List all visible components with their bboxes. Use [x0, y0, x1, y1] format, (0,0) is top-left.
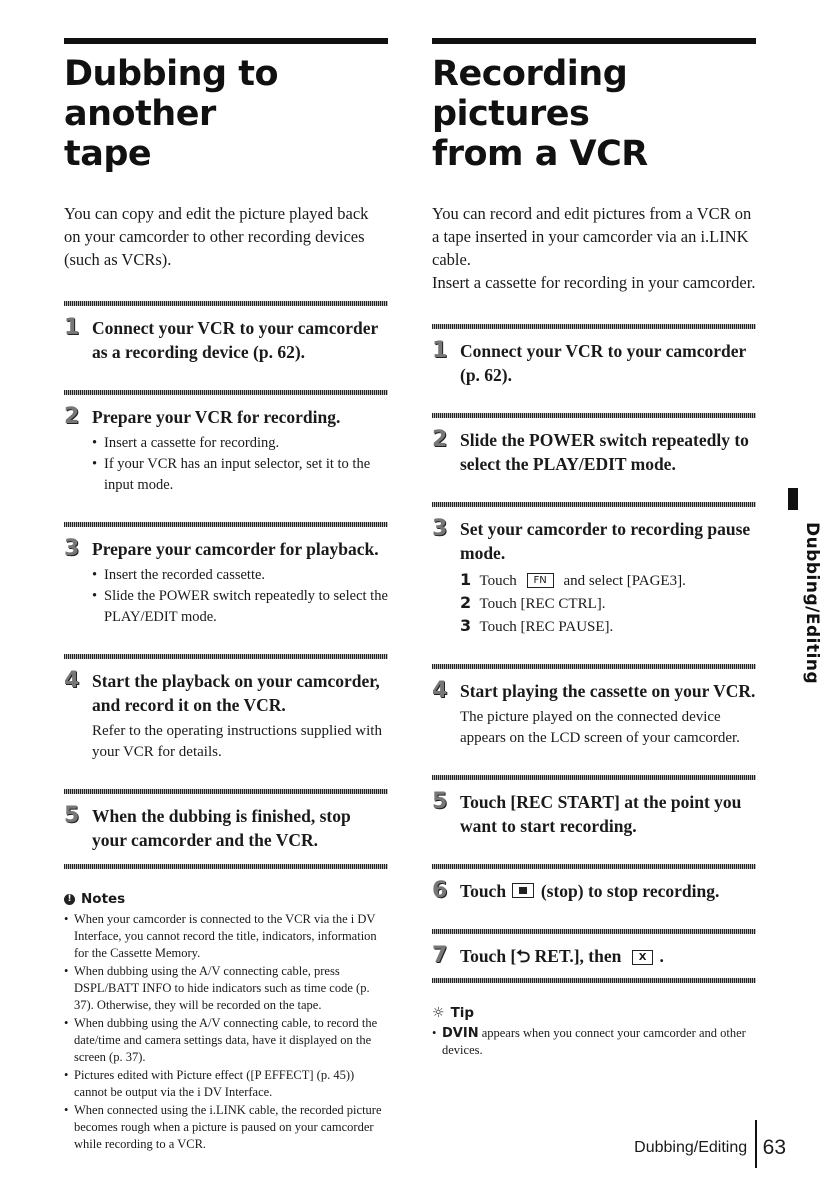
- step: [432, 944, 756, 968]
- notes-list: [64, 911, 388, 1153]
- step: [432, 790, 756, 838]
- stop-icon: [512, 883, 534, 898]
- step-divider: [432, 978, 756, 983]
- step: [64, 405, 388, 496]
- bullet-item: • Insert a cassette for recording.: [92, 433, 388, 454]
- lightbulb-icon: ☼: [432, 1005, 445, 1021]
- step-divider: [432, 324, 756, 329]
- close-button-icon: X: [632, 950, 654, 965]
- step-number: 3: [432, 516, 448, 541]
- step-number: 5: [64, 803, 80, 828]
- step-number: 2: [64, 404, 80, 429]
- step: [432, 428, 756, 476]
- bullet-item: • Insert the recorded cassette.: [92, 565, 388, 586]
- step: [432, 517, 756, 638]
- bullet-list: [92, 565, 388, 628]
- step-divider: [64, 522, 388, 527]
- step-title: Prepare your camcorder for playback.: [92, 539, 379, 559]
- notes-icon: !: [64, 894, 75, 905]
- note-item: • When connected using the i.LINK cable, the recorded picture becomes rough when a picture is paused on your camcorder while recording to a VCR.: [64, 1102, 388, 1153]
- title-rule: [432, 38, 756, 44]
- step-divider: [432, 664, 756, 669]
- step: [64, 316, 388, 364]
- note-item: • When dubbing using the A/V connecting cable, press DSPL/BATT INFO to hide indicators such as time code (p. 37). Otherwise, they will be recorded on the tape.: [64, 963, 388, 1014]
- step-body: The picture played on the connected device appears on the LCD screen of your camcorder.: [460, 709, 740, 746]
- step-divider: [432, 775, 756, 780]
- title-rule: [64, 38, 388, 44]
- step-title: Prepare your VCR for recording.: [92, 407, 341, 427]
- step-title: Slide the POWER switch repeatedly to select the PLAY/EDIT mode.: [460, 430, 749, 474]
- step-title: Touch (stop) to stop recording.: [460, 881, 720, 901]
- step: [64, 537, 388, 628]
- step: [64, 669, 388, 763]
- step-divider: [64, 789, 388, 794]
- step-title: Connect your VCR to your camcorder (p. 62).: [460, 341, 746, 385]
- substep-item: 3 Touch [REC PAUSE].: [460, 616, 614, 635]
- step-title: Connect your VCR to your camcorder as a recording device (p. 62).: [92, 318, 378, 362]
- substep-item: 2 Touch [REC CTRL].: [460, 593, 606, 612]
- tip-heading: ☼ Tip: [432, 1005, 475, 1021]
- step-number: 6: [432, 878, 448, 903]
- step-number: 2: [432, 427, 448, 452]
- tip-list: [432, 1025, 756, 1059]
- step-number: 3: [64, 536, 80, 561]
- substep-item: 1 Touch FN and select [PAGE3].: [460, 570, 686, 589]
- step-divider: [64, 654, 388, 659]
- intro: You can record and edit pictures from a VCR on a tape inserted in your camcorder via an i.LINK cable. Insert a cassette for recording in your camcorder.: [432, 204, 756, 292]
- step-number: 5: [432, 789, 448, 814]
- bullet-list: [92, 433, 388, 496]
- step-divider: [64, 864, 388, 869]
- section-title: Recording pictures from a VCR: [432, 54, 648, 174]
- step: [432, 339, 756, 387]
- substep-list: [460, 569, 756, 638]
- bullet-item: • Slide the POWER switch repeatedly to select the PLAY/EDIT mode.: [92, 586, 388, 628]
- step-title: Touch [REC START] at the point you want to start recording.: [460, 792, 742, 836]
- step-title: Start playing the cassette on your VCR.: [460, 681, 756, 701]
- chapter-tab-label: Dubbing/Editing: [802, 522, 822, 685]
- intro: You can copy and edit the picture played back on your camcorder to other recording devices (such as VCRs).: [64, 204, 369, 269]
- step-divider: [432, 929, 756, 934]
- step-title: Start the playback on your camcorder, and record it on the VCR.: [92, 671, 380, 715]
- step: [432, 679, 756, 749]
- step-divider: [432, 864, 756, 869]
- step-title: Set your camcorder to recording pause mode.: [460, 519, 751, 563]
- step-title: Touch [⮌ RET.], then X .: [460, 946, 664, 966]
- return-arrow-icon: ⮌: [516, 946, 531, 966]
- bullet-item: • If your VCR has an input selector, set it to the input mode.: [92, 454, 388, 496]
- footer-section: Dubbing/Editing: [634, 1139, 748, 1156]
- note-item: • When your camcorder is connected to the VCR via the i DV Interface, you cannot record the title, indicators, information for the Cassette Memory.: [64, 911, 388, 962]
- page-footer: [634, 1128, 786, 1168]
- left-column: [64, 38, 388, 1154]
- page-number: 63: [762, 1136, 786, 1159]
- dvin-indicator: DVIN: [442, 1026, 479, 1041]
- step-body: Refer to the operating instructions supplied with your VCR for details.: [92, 723, 382, 760]
- step: [432, 879, 756, 903]
- note-item: • When dubbing using the A/V connecting cable, to record the date/time and camera settings data, have it displayed on the screen (p. 37).: [64, 1015, 388, 1066]
- note-item: • Pictures edited with Picture effect ([P EFFECT] (p. 45)) cannot be output via the i DV Interface.: [64, 1067, 388, 1101]
- tip-item: • DVIN appears when you connect your camcorder and other devices.: [432, 1025, 756, 1059]
- notes-heading: ! Notes: [64, 891, 388, 907]
- section-title: Dubbing to another tape: [64, 54, 279, 174]
- step-divider: [64, 301, 388, 306]
- step-number: 4: [432, 678, 448, 703]
- right-column: [432, 38, 756, 1060]
- step-number: 7: [432, 943, 448, 968]
- step-number: 4: [64, 668, 80, 693]
- fn-button-icon: FN: [527, 573, 554, 588]
- step: [64, 804, 388, 852]
- step-divider: [432, 413, 756, 418]
- step-title: When the dubbing is finished, stop your camcorder and the VCR.: [92, 806, 351, 850]
- step-divider: [432, 502, 756, 507]
- step-divider: [64, 390, 388, 395]
- step-number: 1: [64, 315, 80, 340]
- step-number: 1: [432, 338, 448, 363]
- chapter-tab-marker: [788, 488, 798, 510]
